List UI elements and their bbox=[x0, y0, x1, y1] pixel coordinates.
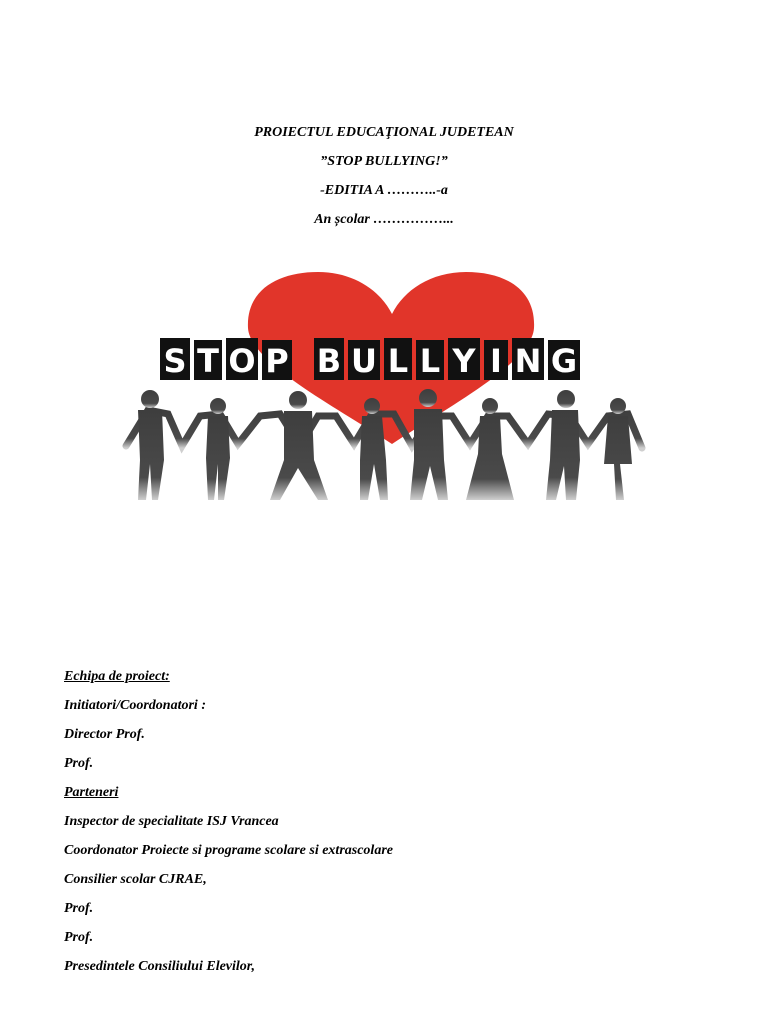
prof-line: Prof. bbox=[64, 756, 94, 771]
letter-tile-n bbox=[512, 338, 544, 380]
svg-text:Y: Y bbox=[452, 342, 476, 380]
partners-heading: Parteneri bbox=[64, 785, 119, 800]
partner-line: Prof. bbox=[64, 930, 94, 945]
letter-tile-b bbox=[314, 338, 344, 380]
letter-tile-l2 bbox=[416, 340, 444, 380]
coordinators-label: Initiatori/Coordonatori : bbox=[64, 698, 206, 713]
svg-text:B: B bbox=[316, 342, 342, 380]
svg-text:L: L bbox=[419, 342, 441, 380]
svg-text:N: N bbox=[514, 342, 542, 380]
svg-text:O: O bbox=[228, 342, 256, 380]
letter-tile-l1 bbox=[384, 338, 412, 380]
letter-tile-o bbox=[226, 338, 258, 380]
letter-tile-t bbox=[194, 340, 222, 380]
partner-line: Coordonator Proiecte si programe scolare si extrascolare bbox=[64, 843, 393, 858]
project-team-section bbox=[64, 666, 724, 985]
partner-line: Inspector de specialitate ISJ Vrancea bbox=[64, 814, 279, 829]
project-name: ”STOP BULLYING!” bbox=[320, 154, 448, 169]
stop-bullying-image bbox=[118, 268, 650, 518]
letter-tile-p bbox=[262, 340, 292, 380]
document-header bbox=[0, 118, 768, 234]
svg-text:U: U bbox=[351, 342, 377, 380]
edition-line: -EDITIA A ………..-a bbox=[320, 183, 448, 198]
partner-line: Presedintele Consiliului Elevilor, bbox=[64, 959, 255, 974]
letter-tile-i bbox=[484, 340, 508, 380]
svg-text:P: P bbox=[265, 342, 289, 380]
svg-text:I: I bbox=[490, 342, 502, 380]
letter-tile-g bbox=[548, 340, 580, 380]
letter-tile-u bbox=[348, 340, 380, 380]
partner-line: Prof. bbox=[64, 901, 94, 916]
letter-tile-y1 bbox=[448, 338, 480, 380]
svg-text:S: S bbox=[163, 342, 187, 380]
director-line: Director Prof. bbox=[64, 727, 145, 742]
svg-text:L: L bbox=[387, 342, 409, 380]
svg-text:G: G bbox=[550, 342, 578, 380]
school-year-line: An școlar ……………... bbox=[314, 212, 454, 227]
letter-tile-s bbox=[160, 338, 190, 380]
banner-letters bbox=[160, 338, 580, 380]
partner-line: Consilier scolar CJRAE, bbox=[64, 872, 207, 887]
svg-text:T: T bbox=[197, 342, 219, 380]
stop-bullying-illustration bbox=[118, 268, 650, 518]
team-heading: Echipa de proiect: bbox=[64, 669, 170, 684]
project-title: PROIECTUL EDUCAŢIONAL JUDETEAN bbox=[254, 125, 514, 140]
